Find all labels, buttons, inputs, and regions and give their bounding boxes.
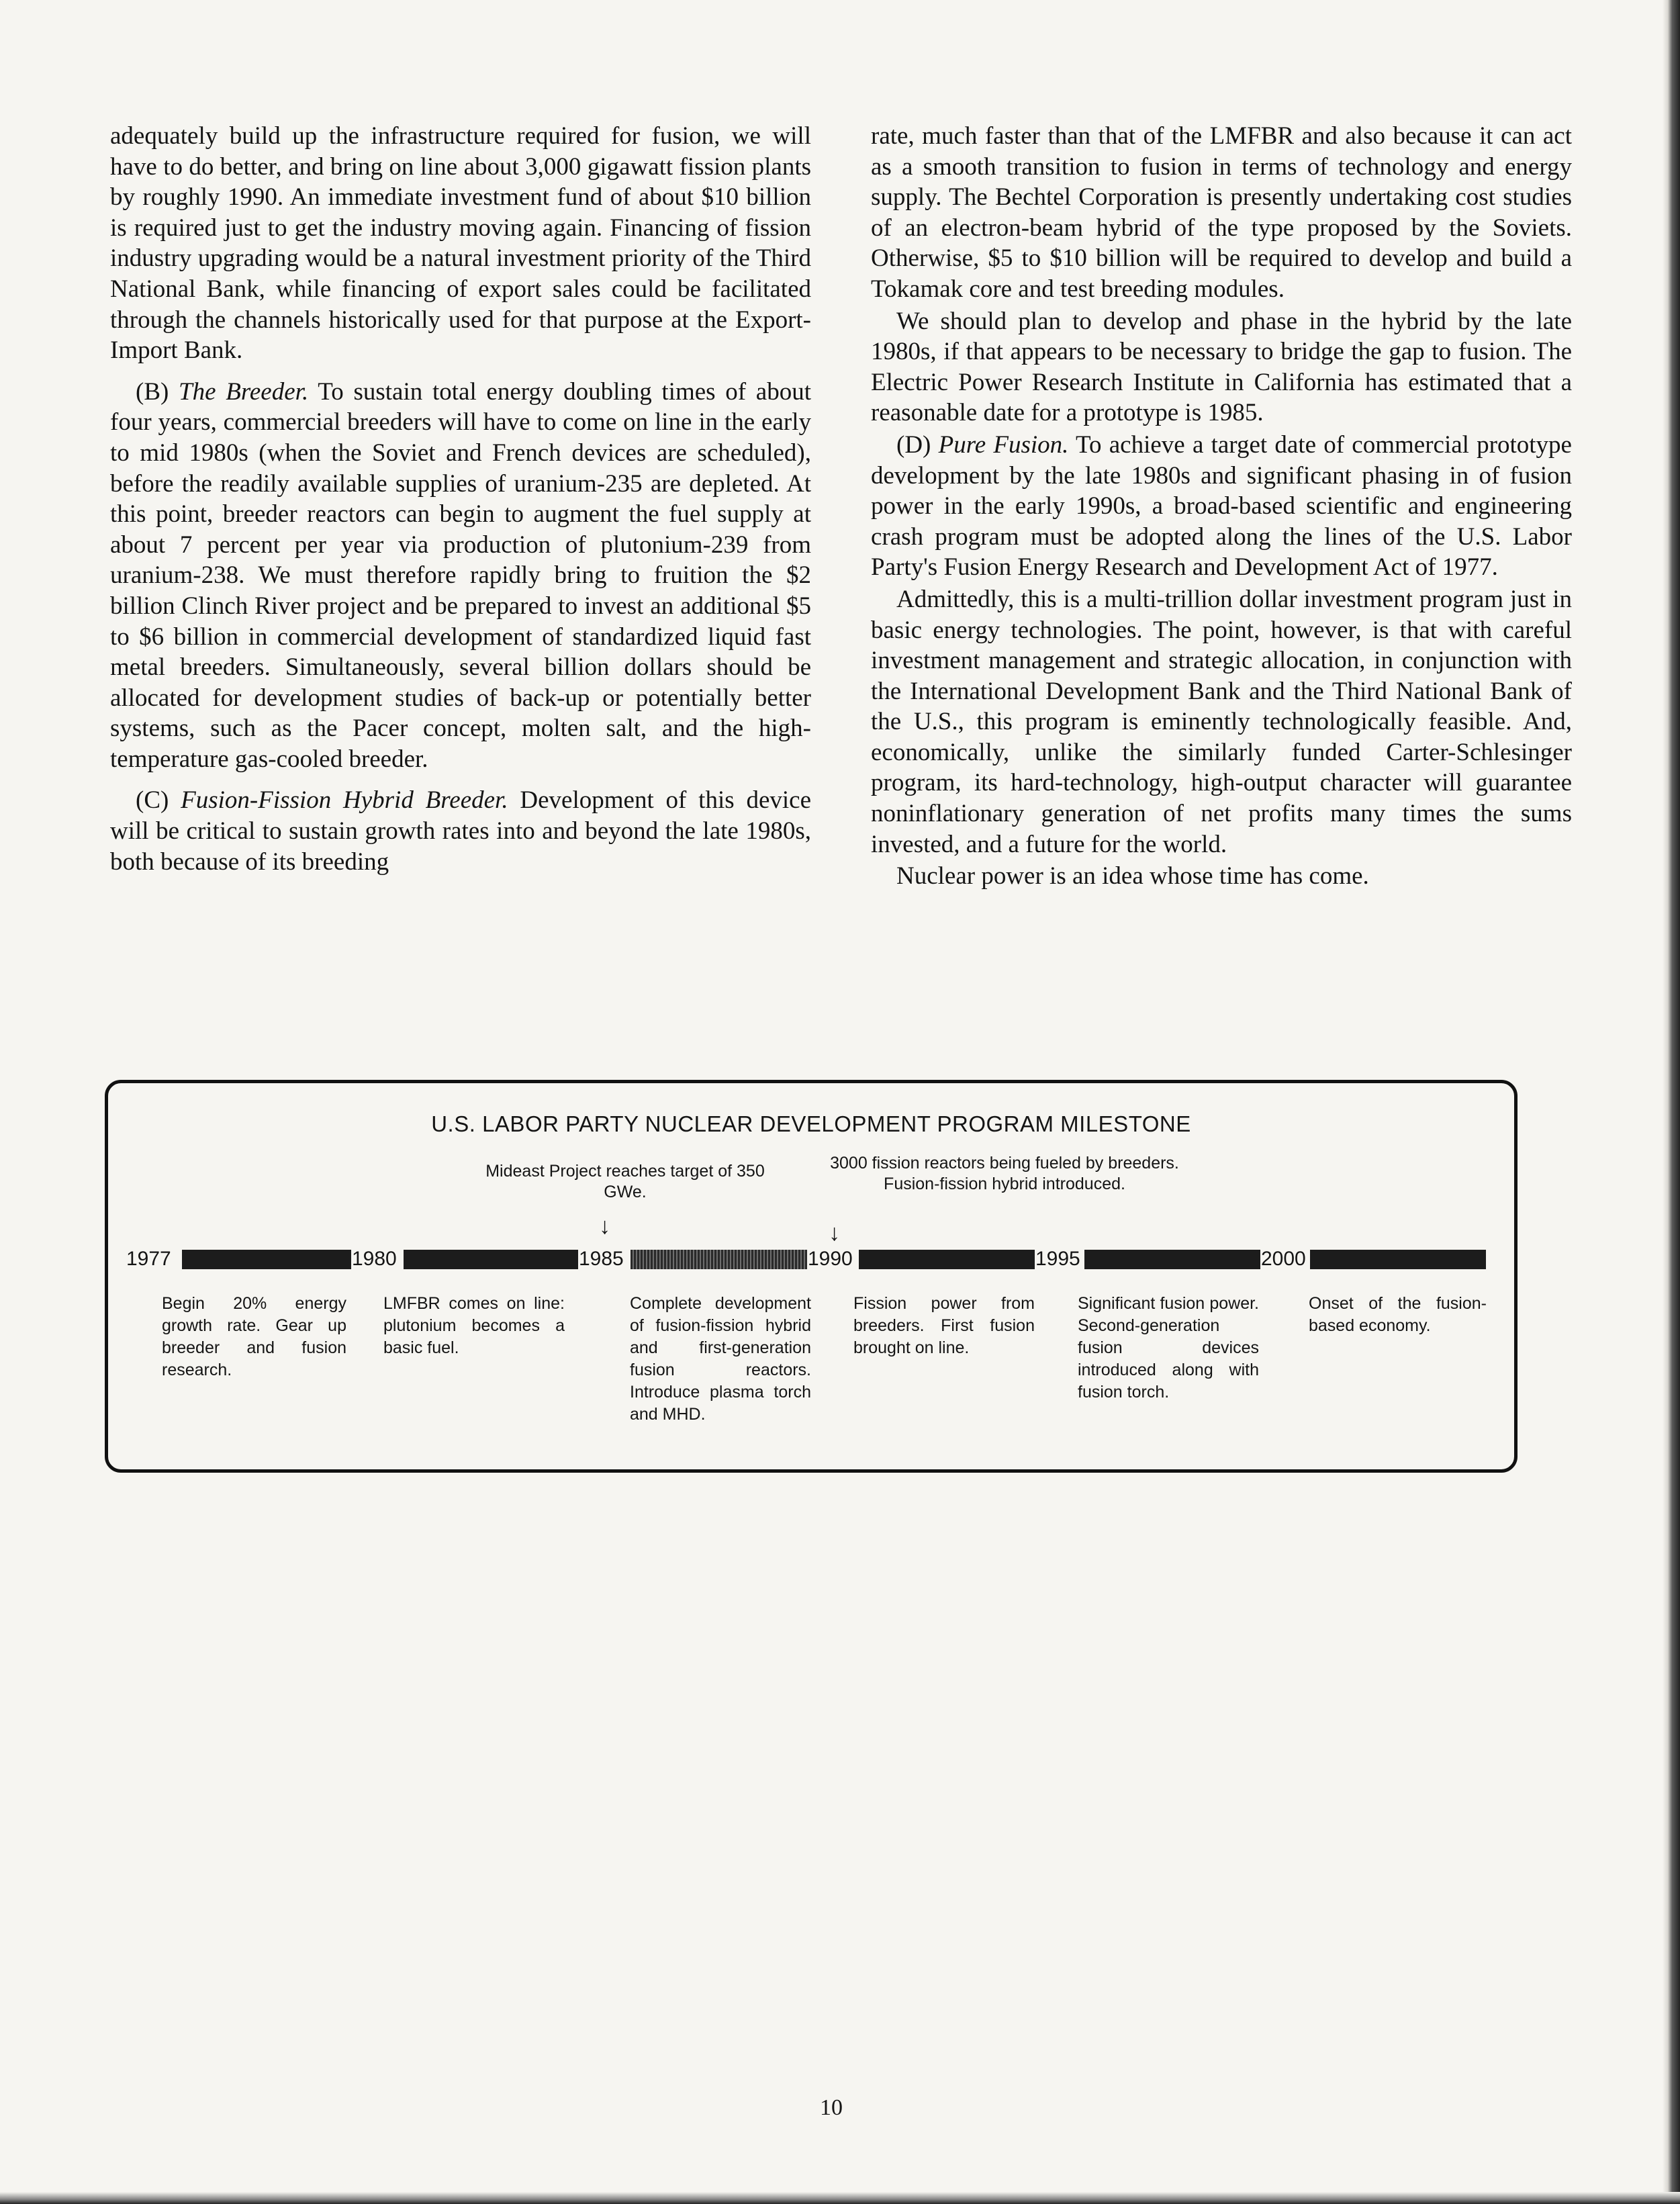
timeline-segment-1990-1995 bbox=[859, 1250, 1037, 1269]
arrow-down-1990-icon: ↓ bbox=[829, 1220, 840, 1246]
milestone-desc-1995: Significant fusion power. Second-generation fusion devices introduced along with fusion torch. bbox=[1078, 1294, 1259, 1402]
note-1990-fission-reactors: 3000 fission reactors being fueled by breeders. Fusion-fission hybrid introduced. bbox=[830, 1154, 1179, 1193]
section-heading-hybrid: Fusion-Fission Hybrid Breeder. bbox=[181, 786, 508, 815]
section-label-b: (B) bbox=[136, 377, 169, 406]
timeline-year-1977: 1977 bbox=[126, 1248, 171, 1270]
timeline-year-1995: 1995 bbox=[1035, 1248, 1080, 1270]
timeline-year-1990: 1990 bbox=[808, 1248, 853, 1270]
left-text-column bbox=[110, 121, 811, 877]
right-text-column bbox=[871, 121, 1572, 892]
section-heading-pure-fusion: Pure Fusion. bbox=[938, 430, 1069, 459]
paragraph-infrastructure: adequately build up the infrastructure required for fusion, we will have to do better, and bring on line about 3,000 gigawatt fission plants by roughly 1990. An immediate investment fund of about $10 billion is required just to get the industry moving again. Financing of fission industry upgrading would be a natural investment priority of the Third National Bank, while financing of export sales could be facilitated through the channels historically used for that purpose at the Export-Import Bank. bbox=[110, 122, 811, 365]
paragraph-breeder bbox=[110, 377, 811, 775]
paragraph-hybrid bbox=[110, 785, 811, 877]
scan-edge-right bbox=[1663, 0, 1680, 2204]
scan-edge-bottom bbox=[0, 2192, 1680, 2204]
timeline-segment-1980-1985 bbox=[404, 1250, 586, 1269]
milestone-desc-1977: Begin 20% energy growth rate. Gear up breeder and fusion research. bbox=[162, 1294, 346, 1379]
note-1985-mideast: Mideast Project reaches target of 350 GWe. bbox=[485, 1162, 765, 1201]
paragraph-conclusion: Nuclear power is an idea whose time has come. bbox=[896, 862, 1369, 890]
page-number: 10 bbox=[820, 2095, 843, 2120]
paragraph-hybrid-continued: rate, much faster than that of the LMFBR and also because it can act as a smooth transition to fusion in terms of technology and energy supply. The Bechtel Corporation is presently undertaking cost studies of an electron-beam hybrid of the type proposed by the Soviets. Otherwise, $5 to $10 billion will be required to develop and build a Tokamak core and test breeding modules. bbox=[871, 122, 1572, 303]
milestone-desc-2000: Onset of the fusion-based economy. bbox=[1309, 1294, 1487, 1335]
arrow-down-1985-icon: ↓ bbox=[599, 1213, 610, 1239]
timeline-year-2000: 2000 bbox=[1261, 1248, 1306, 1270]
section-label-c: (C) bbox=[136, 786, 169, 815]
section-heading-breeder: The Breeder. bbox=[179, 377, 309, 406]
paragraph-phase-in: We should plan to develop and phase in the hybrid by the late 1980s, if that appears to be necessary to bridge the gap to fusion. The Electric Power Research Institute in California has estimated that a reasonable date for a prototype is 1985. bbox=[871, 307, 1572, 427]
milestone-desc-1980: LMFBR comes on line: plutonium becomes a basic fuel. bbox=[383, 1294, 565, 1357]
milestone-desc-1985: Complete development of fusion-fission hybrid and first-generation fusion reactors. Introduce plasma torch and MHD. bbox=[630, 1294, 811, 1424]
paragraph-pure-fusion bbox=[871, 430, 1572, 583]
timeline-year-1980: 1980 bbox=[352, 1248, 397, 1270]
milestone-box bbox=[105, 1080, 1518, 1473]
timeline-year-1985: 1985 bbox=[579, 1248, 624, 1270]
timeline-segment-1985-1990 bbox=[631, 1250, 808, 1269]
timeline-segment-2000-onward bbox=[1310, 1250, 1486, 1269]
timeline-segment-1977-1980 bbox=[182, 1250, 365, 1269]
section-body-pure-fusion: To achieve a target date of commercial prototype development by the late 1980s and significant phasing in of fusion power in the early 1990s, a broad-based scientific and engineering crash program must be adopted along the lines of the U.S. Labor Party's Fusion Energy Research and Development Act of 1977. bbox=[871, 430, 1572, 582]
milestone-desc-1990: Fission power from breeders. First fusion brought on line. bbox=[853, 1294, 1035, 1357]
timeline-segment-1995-2000 bbox=[1084, 1250, 1262, 1269]
paragraph-investment: Admittedly, this is a multi-trillion dollar investment program just in basic energy technologies. The point, however, is that with careful investment management and strategic allocation, in conjunction with the International Development Bank and the Third National Bank of the U.S., this program is eminently technologically feasible. And, economically, unlike the similarly funded Carter-Schlesinger program, its hard-technology, high-output character will guarantee noninflationary generation of net profits many times the sums invested, and a future for the world. bbox=[871, 585, 1572, 858]
milestone-title: U.S. LABOR PARTY NUCLEAR DEVELOPMENT PROGRAM MILESTONE bbox=[431, 1111, 1191, 1136]
section-label-d: (D) bbox=[896, 430, 931, 459]
section-body-hybrid: Development of this device will be critical to sustain growth rates into and beyond the late 1980s, both because of its breeding bbox=[110, 786, 811, 876]
section-body-breeder: To sustain total energy doubling times of about four years, commercial breeders will have to come on line in the early to mid 1980s (when the Soviet and French devices are scheduled), before the readily available supplies of uranium-235 are depleted. At this point, breeder reactors can begin to augment the fuel supply at about 7 percent per year via production of plutonium-239 from uranium-238. We must therefore rapidly bring to fruition the $2 billion Clinch River project and be prepared to invest an additional $5 to $6 billion in commercial development of standardized liquid fast metal breeders. Simultaneously, several billion dollars should be allocated for development studies of back-up or potentially better systems, such as the Pacer concept, molten salt, and the high-temperature gas-cooled breeder. bbox=[110, 377, 811, 773]
